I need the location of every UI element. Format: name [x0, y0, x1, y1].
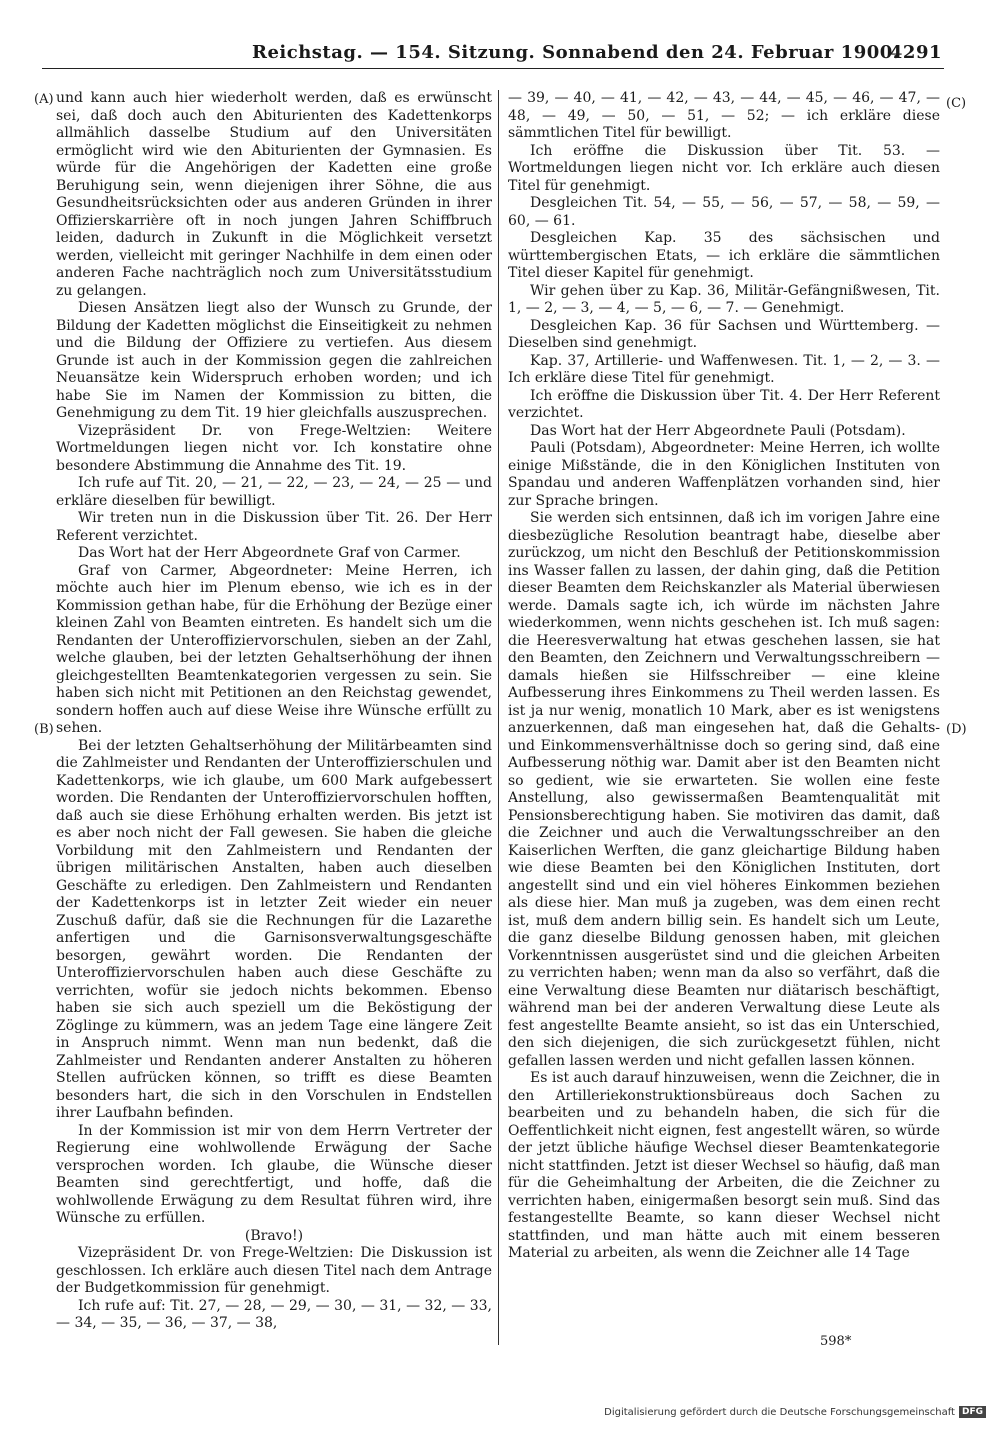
- paragraph: und kann auch hier wiederholt werden, daß es erwünscht sei, daß doch auch den Abiturienten des Kadettenkorps allmählich dasselbe Studium auf den Universitäten ermöglicht wird wie den Abiturienten der Gymnasien. Es würde für die Angehörigen der Kadetten eine große Beruhigung sein, wenn diejenigen ihrer Söhne, die aus Gesundheitsrücksichten oder aus anderen Gründen in ihrer Offizierskarrière oft in noch jungen Jahren Schiffbruch leiden, dadurch in Zukunft in die Möglichkeit versetzt werden, vielleicht mit geringer Nachhilfe in dem einen oder anderen Fache nachträglich noch zum Universitätsstudium zu gelangen.: [56, 90, 492, 299]
- page-number: 4291: [889, 42, 942, 63]
- paragraph: — 39, — 40, — 41, — 42, — 43, — 44, — 45, — 46, — 47, — 48, — 49, — 50, — 51, — 52; — ich erkläre diese sämmtlichen Titel für bewilligt.: [508, 90, 940, 141]
- paragraph: Ich eröffne die Diskussion über Tit. 4. Der Herr Referent verzichtet.: [508, 387, 940, 421]
- paragraph: Das Wort hat der Herr Abgeordnete Graf von Carmer.: [78, 545, 461, 561]
- paragraph: Desgleichen Kap. 36 für Sachsen und Württemberg. — Dieselben sind genehmigt.: [508, 317, 940, 351]
- right-column: [508, 90, 940, 1345]
- paragraph: Ich rufe auf: Tit. 27, — 28, — 29, — 30, — 31, — 32, — 33, — 34, — 35, — 36, — 37, — 38,: [56, 1297, 492, 1331]
- margin-marker-d: (D): [946, 722, 967, 737]
- paragraph: Desgleichen Kap. 35 des sächsischen und württembergischen Etats, — ich erkläre die sämmtlichen Titel dieser Kapitel für genehmigt.: [508, 230, 940, 281]
- paragraph: Pauli (Potsdam), Abgeordneter: Meine Herren, ich wollte einige Mißstände, die in den Königlichen Instituten von Spandau und anderen Waffenplätzen vorhanden sind, hier zur Sprache bringen.: [508, 440, 940, 509]
- left-column: [56, 90, 492, 1345]
- paragraph: Wir gehen über zu Kap. 36, Militär-Gefängnißwesen, Tit. 1, — 2, — 3, — 4, — 5, — 6, — 7. — Genehmigt.: [508, 282, 940, 316]
- paragraph: Wir treten nun in die Diskussion über Tit. 26. Der Herr Referent verzichtet.: [56, 510, 492, 544]
- paragraph: Diesen Ansätzen liegt also der Wunsch zu Grunde, der Bildung der Kadetten möglichst die Einseitigkeit zu nehmen und die Bildung der Offiziere zu vertiefen. Aus diesem Grunde ist auch in der Kommission gegen die zahlreichen Neuansätze kein Widerspruch erhoben worden; und ich habe Sie im Namen der Kommission zu bitten, die Genehmigung zu dem Tit. 19 hier gleichfalls auszusprechen.: [56, 300, 492, 421]
- header-title: Reichstag. — 154. Sitzung. Sonnabend den 24. Februar 1900.: [252, 42, 900, 63]
- applause-note: (Bravo!): [244, 1227, 304, 1244]
- header-rule: [42, 68, 944, 69]
- paragraph: Ich eröffne die Diskussion über Tit. 53. — Wortmeldungen liegen nicht vor. Ich erkläre auch diesen Titel für genehmigt.: [508, 142, 940, 194]
- paragraph: In der Kommission ist mir von dem Herrn Vertreter der Regierung eine wohlwollende Erwägung der Sache versprochen worden. Ich glaube, die Wünsche dieser Beamten sind gerechtfertigt, und hoffe, daß die wohlwollende Erwägung zu dem Resultat führen wird, ihre Wünsche zu erfüllen.: [56, 1122, 492, 1226]
- dfg-logo: DFG: [959, 1406, 986, 1418]
- paragraph: Graf von Carmer, Abgeordneter: Meine Herren, ich möchte auch hier im Plenum ebenso, wie ich es in der Kommission gethan habe, für die Erhöhung der Bezüge einer kleinen Zahl von Beamten eintreten. Es handelt sich um die Rendanten der Unteroffiziervorschulen, sieben an der Zahl, welche glauben, bei der letzten Gehaltserhöhung der ihnen gleichgestellten Beamtenkategorien vergessen zu sein. Sie haben sich nicht mit Petitionen an den Reichstag gewendet, sondern hoffen auch auf diese Weise ihre Wünsche erfüllt zu sehen.: [56, 562, 492, 736]
- paragraph: Das Wort hat der Herr Abgeordnete Pauli (Potsdam).: [530, 422, 906, 439]
- page-header: [252, 42, 942, 66]
- paragraph: Ich rufe auf Tit. 20, — 21, — 22, — 23, — 24, — 25 — und erkläre dieselben für bewilligt.: [56, 475, 492, 509]
- margin-marker-b: (B): [34, 722, 54, 737]
- paragraph: Sie werden sich entsinnen, daß ich im vorigen Jahre eine diesbezügliche Resolution beantragt habe, dieselbe aber zurückzog, um nicht den Beschluß der Petitionskommission ins Wasser fallen zu lassen, der dahin ging, daß die Petition dieser Beamten dem Reichskanzler als Material überwiesen werde. Damals sagte ich, ich würde im nächsten Jahre wiederkommen, wenn nichts geschehen ist. Ich muß sagen: die Heeresverwaltung hat etwas geschehen lassen, sie hat den Beamten, den Zeichnern und Verwaltungsschreibern — damals hießen sie Hilfsschreiber — eine kleine Aufbesserung ihres Einkommens zu Theil werden lassen. Es ist ja nur wenig, monatlich 10 Mark, aber es ist wenigstens anzuerkennen, daß man eingesehen hat, daß die Gehalts- und Einkommensverhältnisse doch so gering sind, daß eine Aufbesserung nöthig war. Damit aber ist den Beamten nicht so gedient, wie sie erwarteten. Sie wollen eine feste Anstellung, also gewissermaßen Beamtenqualität mit Pensionsberechtigung haben. Sie motiviren das damit, daß die Zeichner und auch die Verwaltungsschreiber an den Kaiserlichen Werften, die ganz gleichartige Bildung haben wie diese Beamten bei den Königlichen Instituten, dort angestellt sind und ein viel höheres Einkommen beziehen als diese hier. Man muß ja zugeben, was dem einen recht ist, muß dem andern billig sein. Es handelt sich um Leute, die ganz dieselbe Bildung genossen haben, mit gleichen Vorkenntnissen ausgerüstet sind und die gleichen Arbeiten zu verrichten haben; wenn man da also so verfährt, daß die eine Verwaltung diese Beamten nur diätarisch beschäftigt, während man bei der anderen Verwaltung diese Leute als fest angestellte Beamte ansieht, so ist das ein Unterschied, den sich diejenigen, die sich zurückgesetzt fühlen, nicht gefallen lassen werden und nicht gefallen lassen können.: [508, 510, 940, 1069]
- paragraph: Desgleichen Tit. 54, — 55, — 56, — 57, — 58, — 59, — 60, — 61.: [508, 195, 940, 229]
- paragraph: Bei der letzten Gehaltserhöhung der Militärbeamten sind die Zahlmeister und Rendanten der Unteroffizierschulen und Kadettenkorps, wie ich glaube, um 600 Mark aufgebessert worden. Die Rendanten der Unteroffiziervorschulen hofften, daß auch sie diese Erhöhung erhalten werden. Bis jetzt ist es aber noch nicht der Fall gewesen. Sie haben die gleiche Vorbildung mit den Zahlmeistern und Rendanten der übrigen militärischen Anstalten, haben auch dieselben Geschäfte zu erledigen. Den Zahlmeistern und Rendanten der Kadettenkorps ist in letzter Zeit wieder ein neuer Zuschuß dafür, daß sie die Rechnungen für die Lazarethe anfertigen und die Garnisonsverwaltungsgeschäfte besorgen, gewährt worden. Die Rendanten der Unteroffiziervorschulen haben auch diese Geschäfte zu verrichten, wofür sie jedoch nichts bekommen. Ebenso haben sie sich auch speziell um die Beköstigung der Zöglinge zu kümmern, was an jedem Tage eine längere Zeit in Anspruch nimmt. Wenn man nun bedenkt, daß die Zahlmeister und Rendanten anderer Anstalten zu höheren Stellen aufrücken können, so trifft es diese Beamten besonders hart, die sich in den Vorschulen in Endstellen ihrer Laufbahn befinden.: [56, 737, 492, 1121]
- digitization-footer: [604, 1404, 986, 1420]
- margin-marker-c: (C): [946, 96, 967, 111]
- signature-mark: 598*: [820, 1334, 852, 1349]
- paragraph: Kap. 37, Artillerie- und Waffenwesen. Tit. 1, — 2, — 3. — Ich erkläre diese Titel für genehmigt.: [508, 352, 940, 386]
- column-divider: [498, 90, 499, 1345]
- paragraph: Vizepräsident Dr. von Frege-Weltzien: Die Diskussion ist geschlossen. Ich erkläre auch diesen Titel nach dem Antrage der Budgetkommission für genehmigt.: [56, 1245, 492, 1296]
- footer-credit: Digitalisierung gefördert durch die Deutsche Forschungsgemeinschaft: [604, 1406, 955, 1418]
- paragraph: Es ist auch darauf hinzuweisen, wenn die Zeichner, die in den Artilleriekonstruktionsbüreaus doch Sachen zu bearbeiten und zu behandeln haben, die sich für die Oeffentlichkeit nicht eignen, fest angestellt wären, so würde der jetzt übliche häufige Wechsel dieser Beamtenkategorie nicht stattfinden. Jetzt ist dieser Wechsel so häufig, daß man für die Geheimhaltung der Arbeiten, die die Zeichner zu verrichten haben, einigermaßen besorgt sein muß. Sind das festangestellte Beamte, so kann dieser Wechsel nicht stattfinden, und man hätte auch mit einem besseren Material zu arbeiten, als wenn die Zeichner alle 14 Tage: [508, 1070, 940, 1261]
- margin-marker-a: (A): [34, 92, 54, 107]
- paragraph: Vizepräsident Dr. von Frege-Weltzien: Weitere Wortmeldungen liegen nicht vor. Ich konstatire ohne besondere Abstimmung die Annahme des Tit. 19.: [56, 422, 492, 474]
